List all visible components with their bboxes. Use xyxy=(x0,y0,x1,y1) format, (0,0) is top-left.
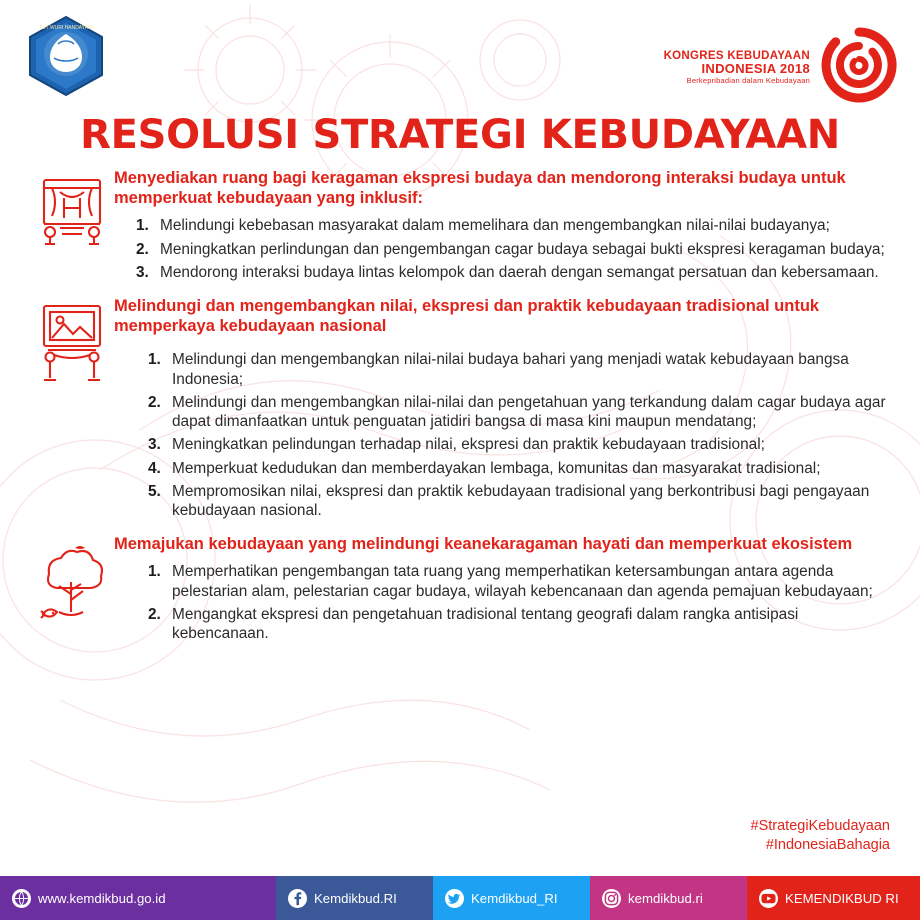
footer-instagram[interactable] xyxy=(590,876,747,920)
list-item-number: 5. xyxy=(148,482,161,500)
tree-bird-fish-ecosystem-icon xyxy=(30,534,114,626)
section-3 xyxy=(0,534,920,647)
footer-twitter[interactable] xyxy=(433,876,590,920)
footer-facebook-label: Kemdikbud.RI xyxy=(314,890,397,906)
list-item xyxy=(136,216,894,235)
footer-website-label: www.kemdikbud.go.id xyxy=(38,890,166,906)
list-item-text: Meningkatkan perlindungan dan pengembangan cagar budaya sebagai bukti ekspresi keragaman budaya; xyxy=(160,240,885,258)
tut-wuri-handayani-logo xyxy=(24,14,108,98)
list-item xyxy=(148,393,894,432)
hashtag-2: #IndonesiaBahagia xyxy=(765,837,890,854)
list-item-text: Melindungi kebebasan masyarakat dalam memelihara dan mengembangkan nilai-nilai budayanya; xyxy=(160,217,830,235)
list-item-number: 3. xyxy=(136,263,149,281)
facebook-icon xyxy=(288,889,307,908)
footer-facebook[interactable] xyxy=(276,876,433,920)
instagram-icon xyxy=(602,889,621,908)
list-item xyxy=(136,263,894,282)
footer-twitter-label: Kemdikbud_RI xyxy=(471,890,558,906)
svg-text:TUT WURI HANDAYANI: TUT WURI HANDAYANI xyxy=(38,25,94,31)
list-item-text: Melindungi dan mengembangkan nilai-nilai budaya bahari yang menjadi watak kebudayaan bangsa Indonesia; xyxy=(172,351,849,388)
kongres-spiral-emblem-icon xyxy=(820,26,898,109)
youtube-icon xyxy=(759,889,778,908)
section-1-heading: Menyediakan ruang bagi keragaman ekspresi budaya dan mendorong interaksi budaya untuk memperkuat kebudayaan yang inklusif: xyxy=(114,169,846,208)
kongres-line3: Berkepribadian dalam Kebudayaan xyxy=(686,75,810,85)
list-item xyxy=(148,562,894,601)
footer-website[interactable] xyxy=(0,876,276,920)
museum-painting-icon xyxy=(30,296,114,386)
section-1 xyxy=(0,168,920,286)
list-item xyxy=(148,350,894,389)
list-item-number: 1. xyxy=(148,563,161,581)
resolution-sections xyxy=(0,168,920,657)
list-item-number: 3. xyxy=(148,436,161,454)
section-1-list xyxy=(114,216,894,282)
footer-youtube[interactable] xyxy=(747,876,920,920)
list-item-number: 4. xyxy=(148,459,161,477)
twitter-icon xyxy=(445,889,464,908)
list-item xyxy=(148,459,894,478)
list-item-number: 2. xyxy=(136,240,149,258)
section-3-list xyxy=(114,562,894,643)
list-item xyxy=(148,482,894,521)
list-item-text: Meningkatkan pelindungan terhadap nilai, ekspresi dan praktik kebudayaan tradisional; xyxy=(172,436,765,454)
hashtag-1: #StrategiKebudayaan xyxy=(750,817,890,834)
list-item-number: 1. xyxy=(136,217,149,235)
list-item-text: Mendorong interaksi budaya lintas kelompok dan daerah dengan semangat persatuan dan kebersamaan. xyxy=(160,263,879,281)
social-footer xyxy=(0,876,920,920)
list-item-text: Mempromosikan nilai, ekspresi dan praktik kebudayaan tradisional yang berkontribusi bagi pengayaan kebudayaan nasional. xyxy=(172,482,870,519)
list-item-text: Memperkuat kedudukan dan memberdayakan lembaga, komunitas dan masyarakat tradisional; xyxy=(172,459,821,477)
globe-icon xyxy=(12,889,31,908)
page-title: RESOLUSI STRATEGI KEBUDAYAAN xyxy=(80,112,840,158)
footer-youtube-label: KEMENDIKBUD RI xyxy=(785,890,899,906)
section-2-heading: Melindungi dan mengembangkan nilai, ekspresi dan praktik kebudayaan tradisional untuk memperkaya kebudayaan nasional xyxy=(114,297,820,336)
list-item xyxy=(148,435,894,454)
kongres-line2: INDONESIA 2018 xyxy=(701,61,810,77)
list-item-text: Memperhatikan pengembangan tata ruang yang memperhatikan ketersambungan antara agenda pelestarian alam, pelestarian cagar budaya, wilayah kebencanaan dan agenda pemajuan kebudayaan; xyxy=(172,563,873,600)
section-2-list xyxy=(114,350,894,520)
footer-instagram-label: kemdikbud.ri xyxy=(628,890,703,906)
hashtags xyxy=(751,817,890,856)
section-3-heading: Memajukan kebudayaan yang melindungi keanekaragaman hayati dan memperkuat ekosistem xyxy=(114,535,853,554)
kongres-line1: KONGRES KEBUDAYAAN xyxy=(663,50,810,63)
list-item-number: 2. xyxy=(148,393,161,411)
list-item-text: Melindungi dan mengembangkan nilai-nilai dan pengetahuan yang terkandung dalam cagar budaya agar dapat dimanfaatkan untuk penguatan jatidiri bangsa di masa kini maupun mendatang; xyxy=(172,393,886,430)
list-item xyxy=(148,605,894,644)
section-2 xyxy=(0,296,920,524)
list-item-number: 2. xyxy=(148,605,161,623)
kongres-kebudayaan-lockup xyxy=(664,26,898,109)
list-item-text: Mengangkat ekspresi dan pengetahuan tradisional tentang geografi dalam rangka antisipasi kebencanaan. xyxy=(172,605,799,643)
stage-theater-icon xyxy=(30,168,114,248)
list-item xyxy=(136,240,894,259)
list-item-number: 1. xyxy=(148,351,161,369)
